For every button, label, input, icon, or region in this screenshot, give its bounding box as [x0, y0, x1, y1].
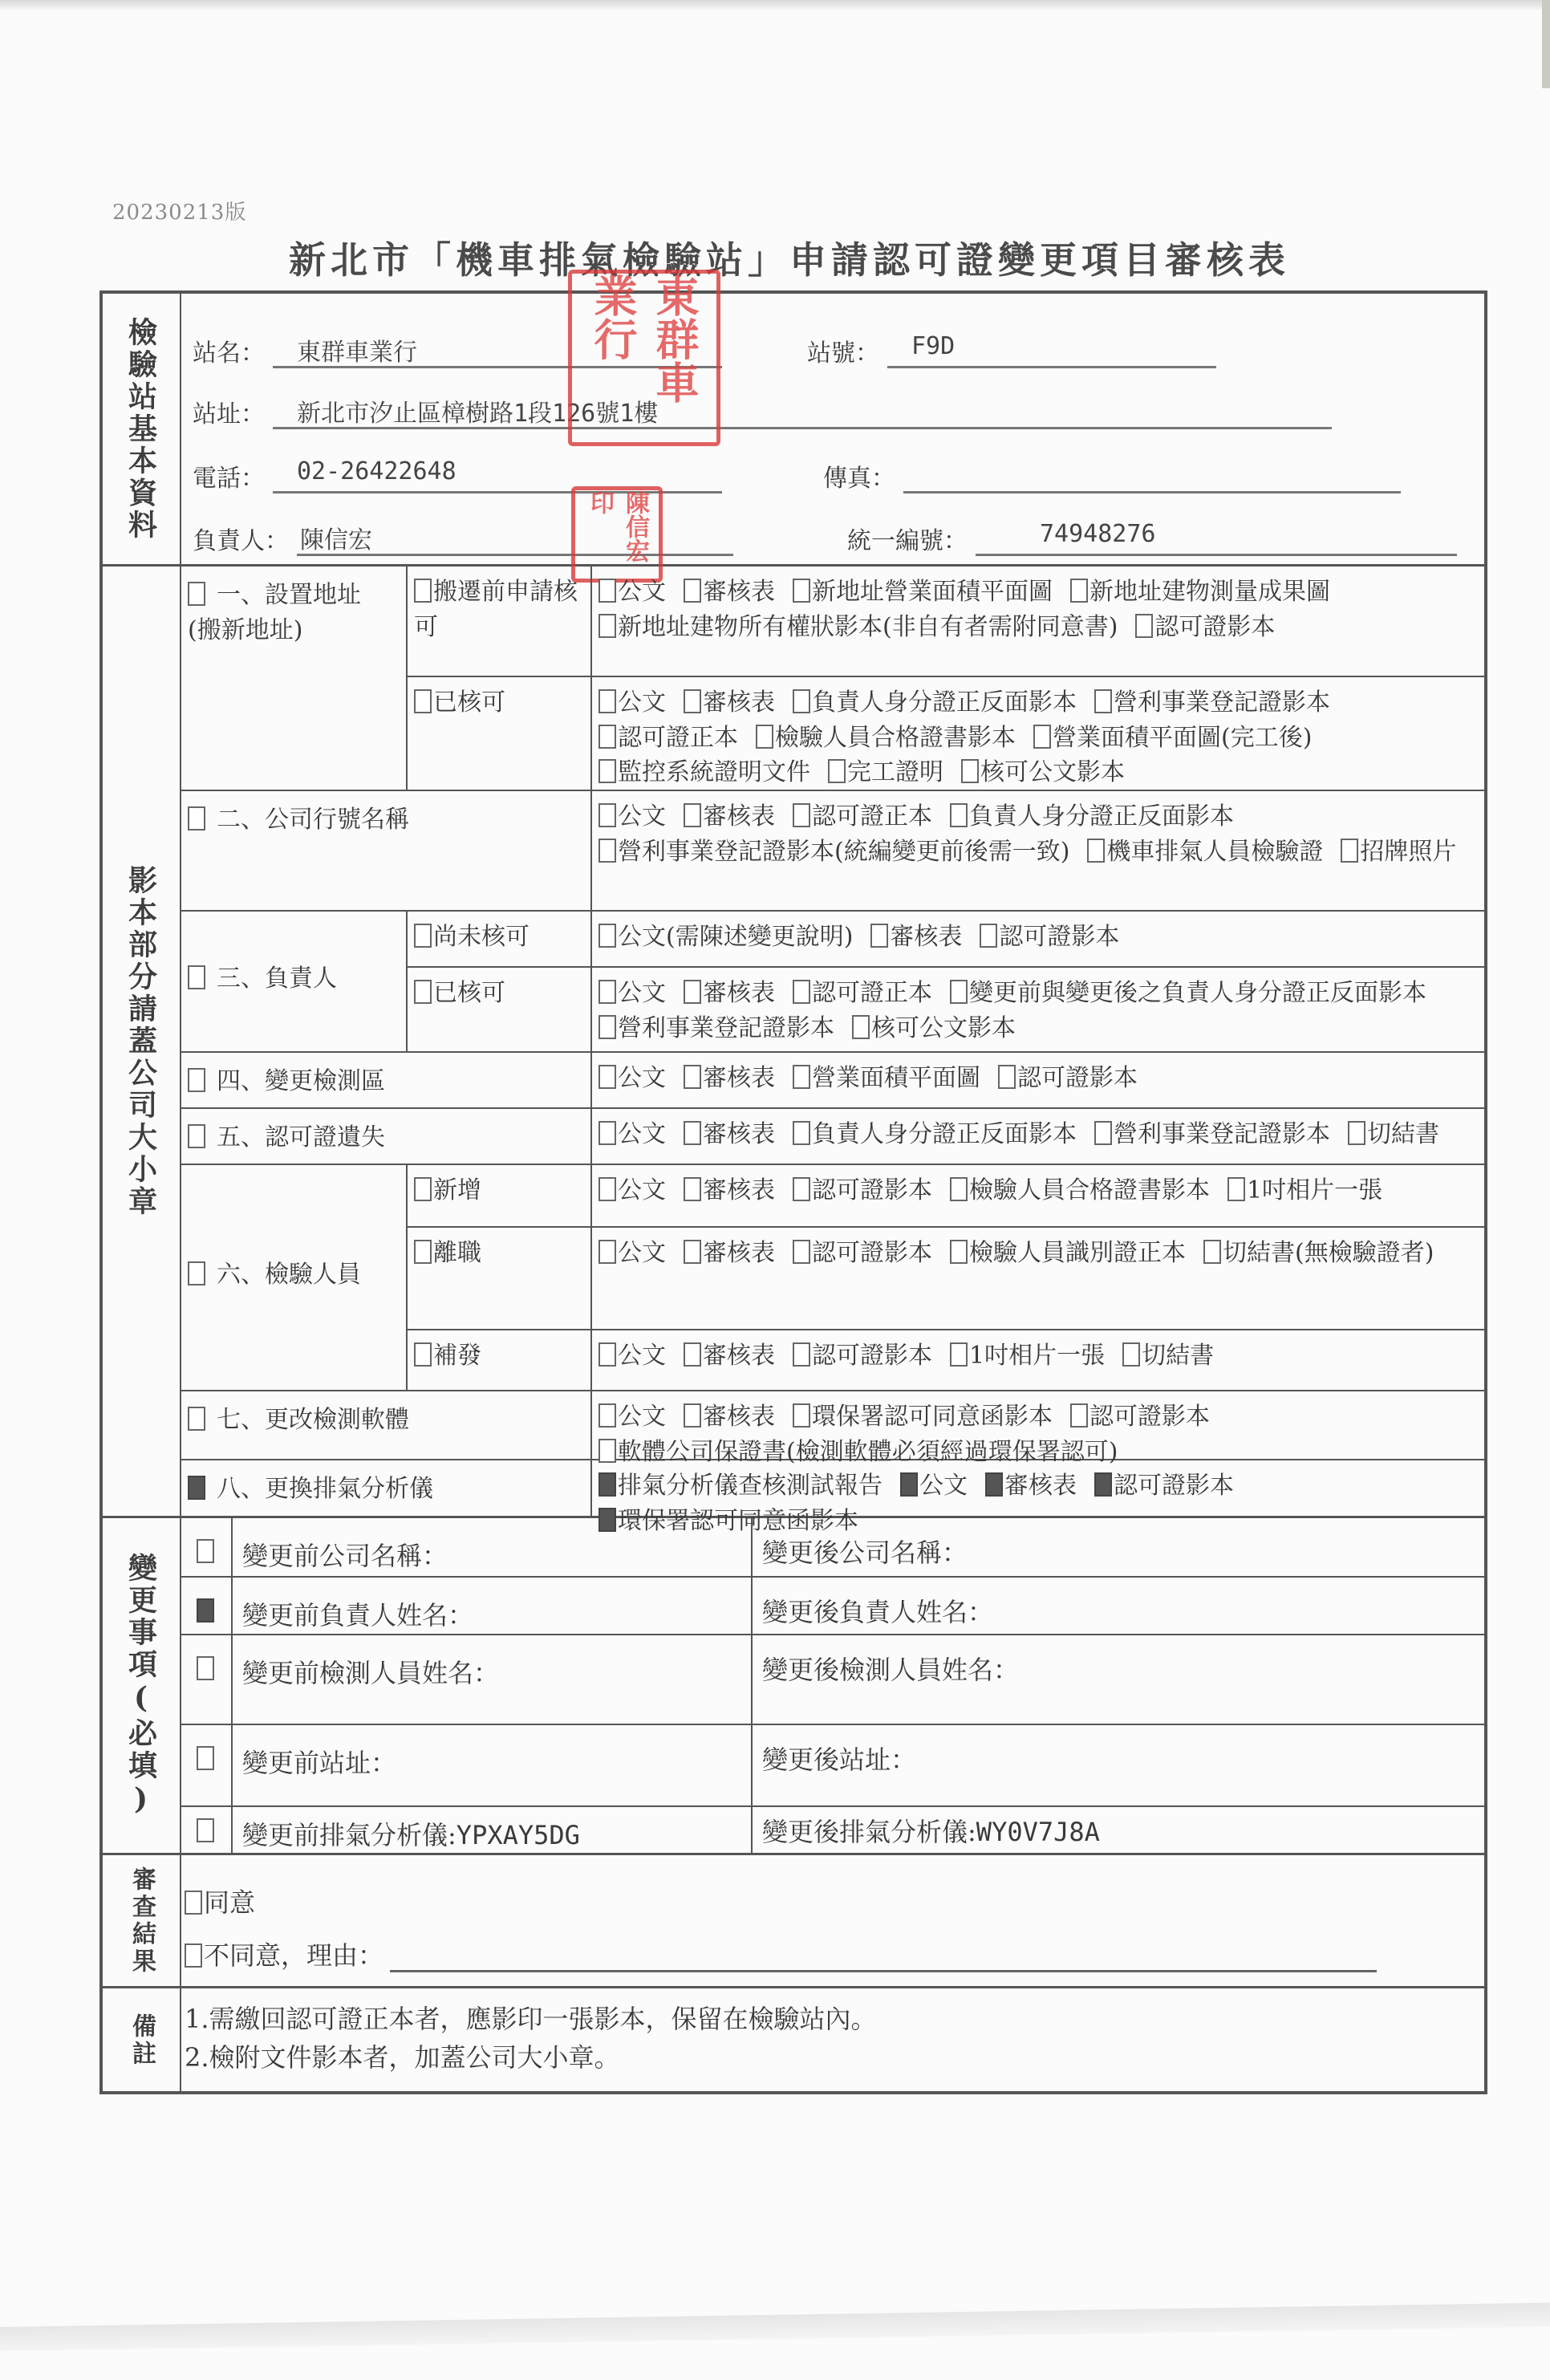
- document-option[interactable]: 認可證正本: [598, 721, 738, 756]
- document-option[interactable]: 新地址營業面積平面圖: [793, 575, 1053, 610]
- document-option[interactable]: 公文: [598, 1117, 666, 1152]
- document-checkbox[interactable]: [598, 1472, 616, 1497]
- paper-top-edge: [0, 0, 1550, 10]
- document-checkbox[interactable]: [1033, 725, 1051, 749]
- required-documents: [590, 1165, 1484, 1228]
- before-value-field[interactable]: 變更前檢測人員姓名：: [233, 1635, 753, 1724]
- document-checkbox[interactable]: [684, 1177, 701, 1201]
- document-checkbox[interactable]: [598, 1240, 616, 1264]
- document-checkbox[interactable]: [950, 803, 968, 827]
- document-checkbox[interactable]: [598, 839, 616, 863]
- document-option[interactable]: 環保署認可同意函影本: [793, 1399, 1053, 1435]
- document-option[interactable]: 認可證影本: [980, 920, 1119, 955]
- document-option[interactable]: 審核表: [684, 1173, 775, 1208]
- required-documents: [590, 1109, 1484, 1165]
- before-value-field[interactable]: 變更前排氣分析儀:YPXAY5DG: [233, 1807, 753, 1855]
- agree-checkbox[interactable]: [185, 1891, 202, 1915]
- document-option[interactable]: 認可證影本: [1135, 610, 1275, 645]
- document-checkbox[interactable]: [684, 1342, 701, 1367]
- document-checkbox[interactable]: [793, 689, 810, 713]
- document-option[interactable]: 變更前與變更後之負責人身分證正反面影本: [950, 976, 1426, 1011]
- document-checkbox[interactable]: [598, 803, 616, 827]
- change-item-row: [181, 1053, 1484, 1109]
- change-item[interactable]: 五、認可證遺失: [181, 1109, 590, 1164]
- document-option[interactable]: 公文: [598, 1338, 666, 1374]
- change-item-checkbox[interactable]: [188, 1476, 205, 1500]
- change-item[interactable]: 七、更改檢測軟體: [181, 1391, 590, 1459]
- change-item-checkbox[interactable]: [188, 1124, 205, 1148]
- document-option[interactable]: 認可證影本: [793, 1173, 932, 1208]
- sub-option[interactable]: 新增: [406, 1165, 590, 1228]
- station-code-value[interactable]: F9D: [887, 332, 1216, 368]
- document-checkbox[interactable]: [598, 1065, 616, 1089]
- document-checkbox[interactable]: [756, 725, 773, 749]
- document-option[interactable]: 認可證影本: [1094, 1468, 1234, 1504]
- document-checkbox[interactable]: [598, 614, 616, 638]
- change-detail-row: [181, 1578, 1484, 1635]
- document-option[interactable]: 新地址建物所有權狀影本(非自有者需附同意書): [598, 610, 1118, 645]
- change-detail-row: [181, 1807, 1484, 1855]
- document-checkbox[interactable]: [684, 980, 701, 1004]
- document-checkbox[interactable]: [793, 1240, 810, 1264]
- document-option[interactable]: 檢驗人員合格證書影本: [950, 1173, 1210, 1208]
- change-item-row: [181, 912, 1484, 1053]
- document-checkbox[interactable]: [1070, 1403, 1088, 1428]
- before-value-field[interactable]: 變更前負責人姓名：: [233, 1578, 753, 1634]
- sub-option-checkbox[interactable]: [414, 924, 432, 948]
- document-option[interactable]: 公文: [598, 685, 666, 721]
- document-checkbox[interactable]: [793, 803, 810, 827]
- document-checkbox[interactable]: [1094, 1121, 1112, 1145]
- document-checkbox[interactable]: [1070, 579, 1088, 603]
- notes-label: 備註: [103, 1988, 181, 2093]
- change-detail-check[interactable]: [181, 1635, 233, 1724]
- company-stamp: 東群車業行: [568, 270, 720, 446]
- change-item-checkbox[interactable]: [188, 965, 205, 989]
- sub-option[interactable]: 補發: [406, 1330, 590, 1391]
- document-checkbox[interactable]: [1227, 1177, 1245, 1201]
- review-section: [103, 1855, 1484, 1988]
- disagree-checkbox[interactable]: [185, 1943, 202, 1968]
- document-checkbox[interactable]: [598, 579, 616, 603]
- change-item-checkbox[interactable]: [188, 1261, 205, 1285]
- document-option[interactable]: 營業面積平面圖(完工後): [1033, 721, 1312, 756]
- document-checkbox[interactable]: [961, 759, 979, 783]
- document-checkbox[interactable]: [793, 579, 810, 603]
- document-checkbox[interactable]: [598, 759, 616, 783]
- address-field: 站址： 新北市汐止區樟樹路1段126號1樓: [193, 393, 1332, 429]
- change-detail-checkbox[interactable]: [197, 1539, 214, 1563]
- personal-stamp: 陳信宏印: [571, 486, 663, 583]
- document-checkbox[interactable]: [684, 1065, 701, 1089]
- document-option[interactable]: 核可公文影本: [852, 1011, 1016, 1046]
- document-checkbox[interactable]: [684, 689, 701, 713]
- disagree-reason-input[interactable]: [390, 1946, 1377, 1972]
- owner-value[interactable]: 陳信宏: [297, 520, 733, 556]
- document-checkbox[interactable]: [985, 1472, 1003, 1497]
- document-option[interactable]: 公文: [598, 976, 666, 1011]
- change-item[interactable]: 二、公司行號名稱: [181, 791, 590, 910]
- sub-option-checkbox[interactable]: [414, 1240, 432, 1264]
- document-checkbox[interactable]: [598, 924, 616, 948]
- document-option[interactable]: 切結書: [1122, 1338, 1214, 1374]
- document-checkbox[interactable]: [950, 980, 968, 1004]
- sub-option-checkbox[interactable]: [414, 980, 432, 1004]
- phone-value[interactable]: 02-26422648: [273, 457, 722, 493]
- document-option[interactable]: 負責人身分證正反面影本: [793, 685, 1077, 721]
- document-option[interactable]: 完工證明: [828, 755, 943, 790]
- document-checkbox[interactable]: [598, 1342, 616, 1367]
- change-item-row: [181, 1391, 1484, 1466]
- required-documents: [590, 1053, 1484, 1109]
- document-checkbox[interactable]: [900, 1472, 918, 1497]
- document-option[interactable]: 認可證正本: [793, 976, 932, 1011]
- document-checkbox[interactable]: [598, 1015, 616, 1039]
- copies-section: [103, 567, 1484, 1535]
- document-option[interactable]: 審核表: [684, 1117, 775, 1152]
- note-line: 1.需繳回認可證正本者，應影印一張影本，保留在檢驗站內。: [185, 2004, 877, 2034]
- change-item-row: [181, 1165, 1484, 1391]
- document-checkbox[interactable]: [998, 1065, 1016, 1089]
- sub-option-checkbox[interactable]: [414, 1342, 432, 1367]
- change-item[interactable]: 六、檢驗人員: [181, 1165, 406, 1390]
- document-option[interactable]: 排氣分析儀查核測試報告: [598, 1468, 883, 1504]
- note-line: 2.檢附文件影本者，加蓋公司大小章。: [185, 2042, 620, 2073]
- changes-section: [103, 1518, 1484, 1855]
- document-option[interactable]: 審核表: [684, 799, 775, 835]
- document-checkbox[interactable]: [684, 1403, 701, 1428]
- document-checkbox[interactable]: [598, 1439, 616, 1463]
- document-option[interactable]: 負責人身分證正反面影本: [950, 799, 1234, 835]
- required-documents: [590, 1330, 1484, 1391]
- document-checkbox[interactable]: [598, 725, 616, 749]
- document-checkbox[interactable]: [684, 1121, 701, 1145]
- document-option[interactable]: 審核表: [684, 976, 775, 1011]
- document-option[interactable]: 公文(需陳述變更說明): [598, 920, 853, 955]
- document-option[interactable]: 監控系統證明文件: [598, 755, 810, 790]
- required-documents: [590, 677, 1484, 791]
- changes-table: [181, 1518, 1484, 1853]
- document-option[interactable]: 審核表: [684, 1236, 775, 1271]
- document-option[interactable]: 切結書(無檢驗證者): [1203, 1236, 1434, 1271]
- sub-option-checkbox[interactable]: [414, 689, 432, 713]
- change-detail-checkbox[interactable]: [197, 1746, 214, 1770]
- before-value-field[interactable]: 變更前公司名稱：: [233, 1518, 753, 1576]
- document-option[interactable]: 機車排氣人員檢驗證: [1087, 835, 1323, 870]
- form-title: 新北市「機車排氣檢驗站」申請認可證變更項目審核表: [289, 238, 1290, 282]
- document-checkbox[interactable]: [1203, 1240, 1221, 1264]
- change-detail-row: [181, 1635, 1484, 1725]
- document-checkbox[interactable]: [1122, 1342, 1140, 1367]
- changes-label: 變更事項(必填): [103, 1518, 181, 1853]
- document-option[interactable]: 環保署認可同意函影本: [598, 1504, 858, 1539]
- document-option[interactable]: 核可公文影本: [961, 755, 1125, 790]
- document-option[interactable]: 認可證影本: [793, 1338, 932, 1374]
- paper-bottom-shadow: [0, 2303, 1550, 2351]
- document-checkbox[interactable]: [1348, 1121, 1365, 1145]
- required-documents: [590, 968, 1484, 1053]
- required-documents: [590, 912, 1484, 968]
- document-option[interactable]: 營利事業登記證影本(統編變更前後需一致): [598, 835, 1069, 870]
- document-checkbox[interactable]: [793, 980, 810, 1004]
- station-name-field: 站名： 東群車業行: [193, 332, 722, 368]
- document-option[interactable]: 1吋相片一張: [950, 1338, 1105, 1374]
- document-option[interactable]: 審核表: [684, 1338, 775, 1374]
- document-option[interactable]: 公文: [598, 575, 666, 610]
- copies-label: 影本部分請蓋公司大小章: [103, 567, 181, 1516]
- change-item-checkbox[interactable]: [188, 806, 205, 831]
- change-detail-checkbox[interactable]: [197, 1598, 214, 1623]
- document-option[interactable]: 公文: [900, 1468, 968, 1504]
- change-detail-checkbox[interactable]: [197, 1656, 214, 1680]
- change-item[interactable]: 一、設置地址 (搬新地址): [188, 581, 361, 644]
- after-value-field[interactable]: 變更後站址：: [762, 1744, 917, 1775]
- sub-option[interactable]: 尚未核可: [406, 912, 590, 968]
- change-detail-check[interactable]: [181, 1518, 233, 1576]
- change-item-row: [181, 791, 1484, 912]
- fax-field: 傳真：: [823, 457, 1401, 493]
- document-checkbox[interactable]: [828, 759, 846, 783]
- change-detail-checkbox[interactable]: [197, 1818, 214, 1842]
- notes-section: [103, 1988, 1484, 2093]
- document-option[interactable]: 招牌照片: [1341, 835, 1456, 870]
- document-option[interactable]: 營利事業登記證影本: [1094, 685, 1330, 721]
- document-option[interactable]: 營利事業登記證影本: [598, 1011, 834, 1046]
- document-checkbox[interactable]: [598, 689, 616, 713]
- document-option[interactable]: 公文: [598, 1236, 666, 1271]
- document-option[interactable]: 軟體公司保證書(檢測軟體必須經過環保署認可): [598, 1435, 1118, 1470]
- address-value[interactable]: 新北市汐止區樟樹路1段126號1樓: [273, 393, 1332, 429]
- document-option[interactable]: 審核表: [684, 1399, 775, 1435]
- document-option[interactable]: 公文: [598, 1061, 666, 1096]
- document-option[interactable]: 檢驗人員識別證正本: [950, 1236, 1186, 1271]
- document-checkbox[interactable]: [1094, 1472, 1112, 1497]
- sub-option-checkbox[interactable]: [414, 579, 432, 603]
- change-item[interactable]: 八、更換排氣分析儀: [181, 1460, 590, 1518]
- document-option[interactable]: 新地址建物測量成果圖: [1070, 575, 1330, 610]
- required-documents: [590, 1460, 1484, 1535]
- change-item-checkbox[interactable]: [188, 1407, 205, 1431]
- change-item[interactable]: 四、變更檢測區: [181, 1053, 590, 1107]
- document-checkbox[interactable]: [793, 1121, 810, 1145]
- sub-option[interactable]: 離職: [406, 1228, 590, 1330]
- document-checkbox[interactable]: [1135, 614, 1153, 638]
- document-option[interactable]: 審核表: [684, 1061, 775, 1096]
- change-detail-check[interactable]: [181, 1807, 233, 1855]
- document-checkbox[interactable]: [950, 1177, 968, 1201]
- change-detail-check[interactable]: [181, 1578, 233, 1634]
- after-value-field[interactable]: 變更後負責人姓名：: [762, 1597, 994, 1627]
- document-checkbox[interactable]: [870, 924, 888, 948]
- required-documents: [590, 1391, 1484, 1466]
- document-option[interactable]: 負責人身分證正反面影本: [793, 1117, 1077, 1152]
- document-checkbox[interactable]: [684, 1240, 701, 1264]
- change-item-checkbox[interactable]: [188, 582, 205, 606]
- owner-field: 負責人： 陳信宏: [193, 520, 733, 556]
- document-checkbox[interactable]: [1087, 839, 1105, 863]
- sub-option-checkbox[interactable]: [414, 1177, 432, 1201]
- station-name-value[interactable]: 東群車業行: [273, 332, 722, 368]
- document-checkbox[interactable]: [793, 1342, 810, 1367]
- document-checkbox[interactable]: [793, 1403, 810, 1428]
- change-item-row: [181, 1109, 1484, 1165]
- sub-option[interactable]: 搬遷前申請核可: [406, 567, 590, 677]
- review-form: [99, 274, 1487, 2094]
- before-value-field[interactable]: 變更前站址：: [233, 1725, 753, 1805]
- basic-info-section: [103, 274, 1484, 567]
- document-checkbox[interactable]: [1094, 689, 1112, 713]
- disagree-option[interactable]: 不同意，理由：: [185, 1935, 1377, 1972]
- required-documents: [590, 567, 1484, 677]
- document-option[interactable]: 審核表: [684, 575, 775, 610]
- phone-field: 電話： 02-26422648: [193, 457, 722, 493]
- document-option[interactable]: 認可證影本: [1070, 1399, 1210, 1435]
- document-option[interactable]: 1吋相片一張: [1227, 1173, 1382, 1208]
- review-label: 審查結果: [103, 1855, 181, 1986]
- change-item-row: [181, 567, 1484, 791]
- agree-option[interactable]: 同意: [185, 1882, 255, 1919]
- document-checkbox[interactable]: [950, 1240, 968, 1264]
- tax-id-value[interactable]: 74948276: [976, 520, 1457, 556]
- fax-value[interactable]: [903, 457, 1401, 493]
- document-checkbox[interactable]: [598, 1403, 616, 1428]
- document-option[interactable]: 審核表: [870, 920, 962, 955]
- copies-checklist: [181, 567, 1484, 1535]
- change-item[interactable]: 三、負責人: [181, 912, 406, 1051]
- required-documents: [590, 1228, 1484, 1330]
- change-detail-check[interactable]: [181, 1725, 233, 1805]
- document-option[interactable]: 認可證影本: [793, 1236, 932, 1271]
- station-code-field: 站號： F9D: [807, 332, 1216, 368]
- document-checkbox[interactable]: [684, 803, 701, 827]
- document-option[interactable]: 公文: [598, 1399, 666, 1435]
- sub-option[interactable]: 已核可: [406, 968, 590, 1053]
- sub-option[interactable]: 已核可: [406, 677, 590, 791]
- document-option[interactable]: 審核表: [985, 1468, 1077, 1504]
- change-detail-row: [181, 1725, 1484, 1807]
- document-checkbox[interactable]: [598, 1121, 616, 1145]
- document-option[interactable]: 認可證影本: [998, 1061, 1138, 1096]
- change-item-row: [181, 1460, 1484, 1535]
- document-checkbox[interactable]: [598, 980, 616, 1004]
- document-option[interactable]: 認可證正本: [793, 799, 932, 835]
- tax-id-field: 統一編號： 74948276: [847, 520, 1457, 556]
- form-version: 20230213版: [112, 201, 247, 225]
- document-option[interactable]: 檢驗人員合格證書影本: [756, 721, 1016, 756]
- change-detail-row: [181, 1518, 1484, 1578]
- after-value-field[interactable]: 變更後檢測人員姓名：: [762, 1655, 1020, 1685]
- document-option[interactable]: 公文: [598, 1173, 666, 1208]
- change-item-checkbox[interactable]: [188, 1068, 205, 1092]
- document-checkbox[interactable]: [684, 579, 701, 603]
- document-checkbox[interactable]: [950, 1342, 968, 1367]
- document-option[interactable]: 公文: [598, 799, 666, 835]
- document-option[interactable]: 營業面積平面圖: [793, 1061, 980, 1096]
- document-option[interactable]: 切結書: [1348, 1117, 1439, 1152]
- required-documents: [590, 791, 1484, 912]
- document-checkbox[interactable]: [980, 924, 997, 948]
- document-checkbox[interactable]: [793, 1065, 810, 1089]
- document-checkbox[interactable]: [598, 1177, 616, 1201]
- document-checkbox[interactable]: [852, 1015, 870, 1039]
- document-checkbox[interactable]: [1341, 839, 1358, 863]
- document-option[interactable]: 營利事業登記證影本: [1094, 1117, 1330, 1152]
- document-checkbox[interactable]: [793, 1177, 810, 1201]
- after-value-field[interactable]: 變更後公司名稱：: [762, 1537, 968, 1568]
- paper-right-edge: [1542, 0, 1550, 88]
- after-value-field[interactable]: 變更後排氣分析儀:WY0V7J8A: [762, 1817, 1100, 1847]
- document-option[interactable]: 審核表: [684, 685, 775, 721]
- basic-info-label: 檢驗站基本資料: [103, 294, 181, 564]
